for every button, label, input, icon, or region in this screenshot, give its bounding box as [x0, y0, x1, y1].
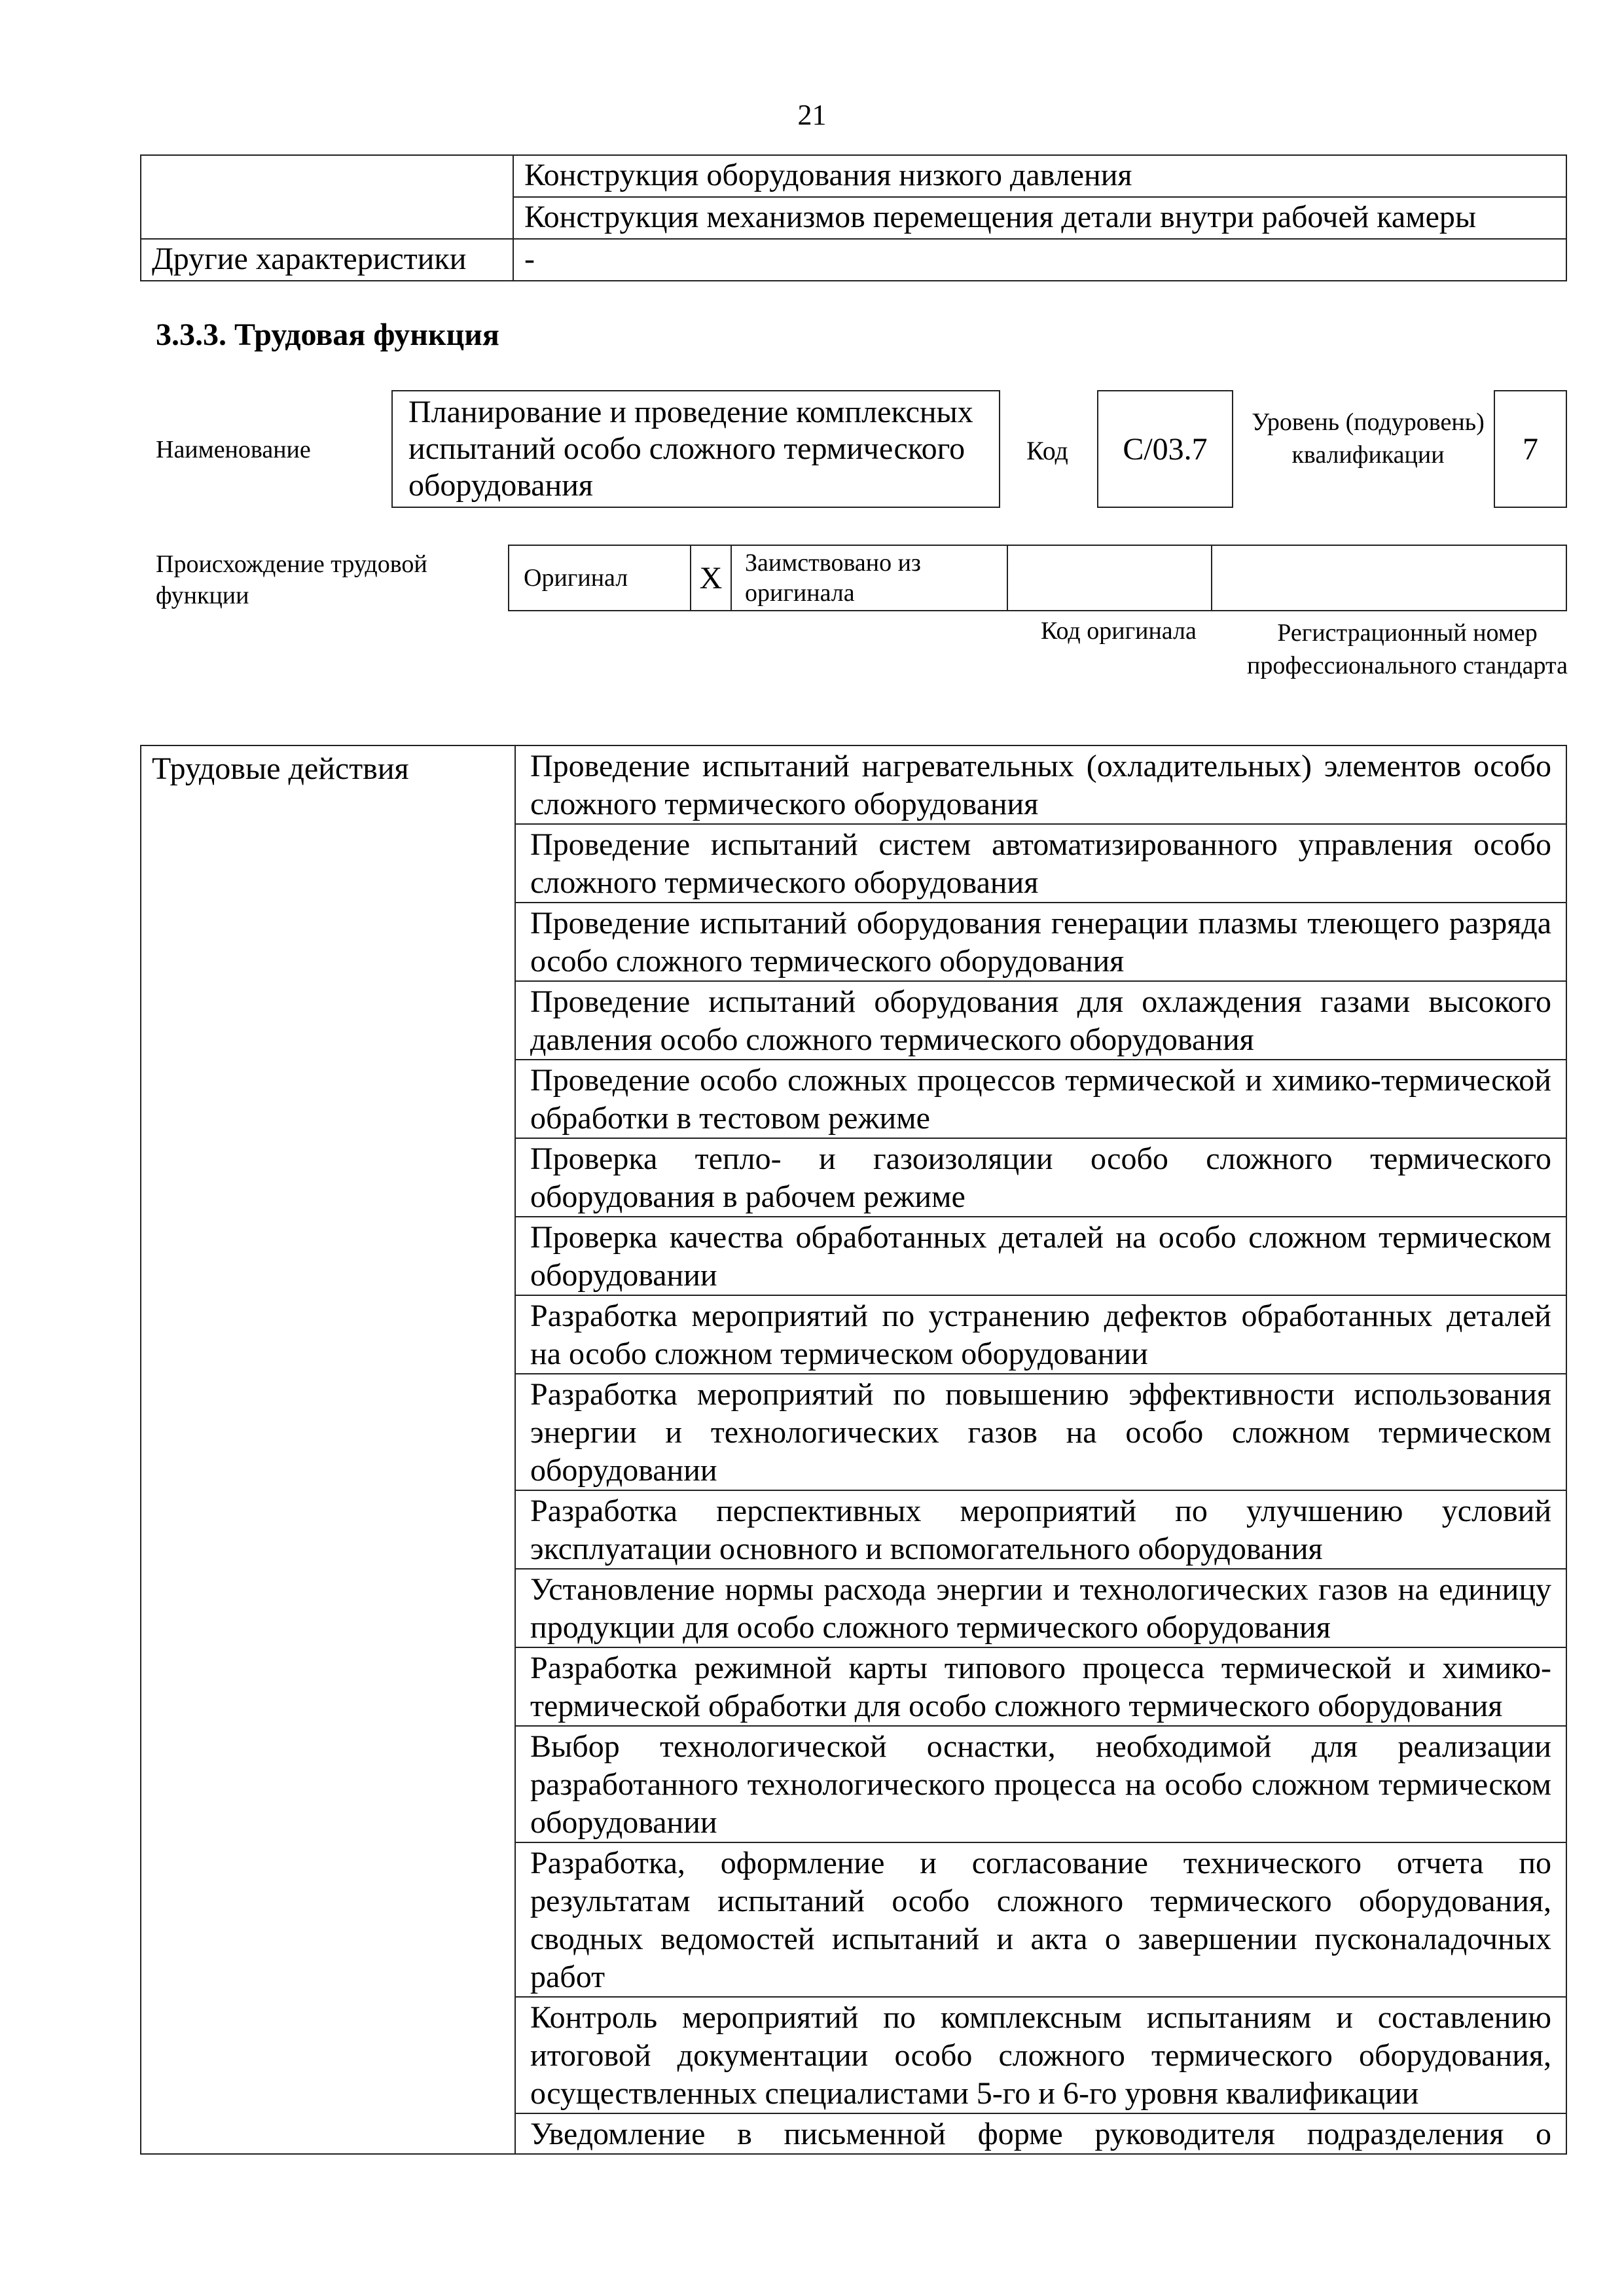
table-cell: Конструкция оборудования низкого давления [513, 155, 1566, 197]
code-value: C/03.7 [1123, 431, 1208, 467]
actions-category-label: Трудовые действия [141, 745, 515, 2154]
reg-number-label: Регистрационный номер профессионального стандарта [1247, 619, 1568, 679]
table-row [141, 745, 1566, 824]
table-cell-empty [141, 155, 513, 239]
labor-action-item: Разработка мероприятий по повышению эффективности использования энергии и технологических газов на особо сложном термическом оборудовании [515, 1374, 1566, 1490]
code-value-box [1097, 390, 1233, 508]
labor-action-item: Уведомление в письменной форме руководителя подразделения о [515, 2113, 1566, 2154]
other-characteristics-value: - [513, 239, 1566, 281]
characteristics-table [140, 154, 1567, 281]
section-heading: 3.3.3. Трудовая функция [156, 317, 499, 352]
labor-action-item: Разработка мероприятий по устранению дефектов обработанных деталей на особо сложном термическом оборудовании [515, 1295, 1566, 1374]
code-label: Код [1026, 436, 1068, 465]
labor-action-item: Проверка тепло- и газоизоляции особо сложного термического оборудования в рабочем режиме [515, 1138, 1566, 1217]
code-original-label: Код оригинала [1041, 617, 1197, 645]
origin-label: Происхождение трудовой функции [156, 550, 427, 609]
table-row [141, 155, 1566, 197]
labor-action-item: Разработка, оформление и согласование технического отчета по результатам испытаний особо сложного термического оборудования, сводных ведомостей испытаний и акта о завершении пусконаладочных работ [515, 1842, 1566, 1997]
code-original-cell [1007, 545, 1212, 611]
original-label: Оригинал [509, 545, 691, 611]
labor-action-item: Проведение особо сложных процессов термической и химико-термической обработки в тестовом режиме [515, 1060, 1566, 1138]
function-name-box: Планирование и проведение комплексных испытаний особо сложного термического оборудования [391, 390, 1000, 508]
table-cell: Конструкция механизмов перемещения детали внутри рабочей камеры [513, 197, 1566, 239]
table-row [141, 239, 1566, 281]
labor-actions-table [140, 745, 1567, 2155]
labor-action-item: Выбор технологической оснастки, необходимой для реализации разработанного технологического процесса на особо сложном термическом оборудовании [515, 1726, 1566, 1842]
labor-action-item: Контроль мероприятий по комплексным испытаниям и составлению итоговой документации особо сложного термического оборудования, осуществленных специалистами 5-го и 6-го уровня квалификации [515, 1997, 1566, 2113]
table-row [509, 545, 1566, 611]
level-value-box [1494, 390, 1567, 508]
page-number: 21 [797, 99, 827, 131]
labor-action-item: Проведение испытаний оборудования для охлаждения газами высокого давления особо сложного термического оборудования [515, 981, 1566, 1060]
reg-number-cell [1212, 545, 1566, 611]
labor-action-item: Установление нормы расхода энергии и технологических газов на единицу продукции для особо сложного термического оборудования [515, 1569, 1566, 1647]
origin-table [508, 545, 1567, 611]
labor-action-item: Проверка качества обработанных деталей на особо сложном термическом оборудовании [515, 1217, 1566, 1295]
original-mark: X [691, 545, 731, 611]
labor-action-item: Проведение испытаний систем автоматизированного управления особо сложного термического оборудования [515, 824, 1566, 903]
labor-action-item: Проведение испытаний оборудования генерации плазмы тлеющего разряда особо сложного термического оборудования [515, 903, 1566, 981]
name-label: Наименование [156, 436, 311, 463]
labor-action-item: Проведение испытаний нагревательных (охладительных) элементов особо сложного термического оборудования [515, 745, 1566, 824]
level-value: 7 [1523, 431, 1538, 467]
labor-action-item: Разработка режимной карты типового процесса термической и химико-термической обработки для особо сложного термического оборудования [515, 1647, 1566, 1726]
other-characteristics-label: Другие характеристики [141, 239, 513, 281]
level-label: Уровень (подуровень) квалификации [1252, 408, 1485, 469]
labor-action-item: Разработка перспективных мероприятий по улучшению условий эксплуатации основного и вспомогательного оборудования [515, 1490, 1566, 1569]
borrowed-label: Заимствовано из оригинала [731, 545, 1007, 611]
